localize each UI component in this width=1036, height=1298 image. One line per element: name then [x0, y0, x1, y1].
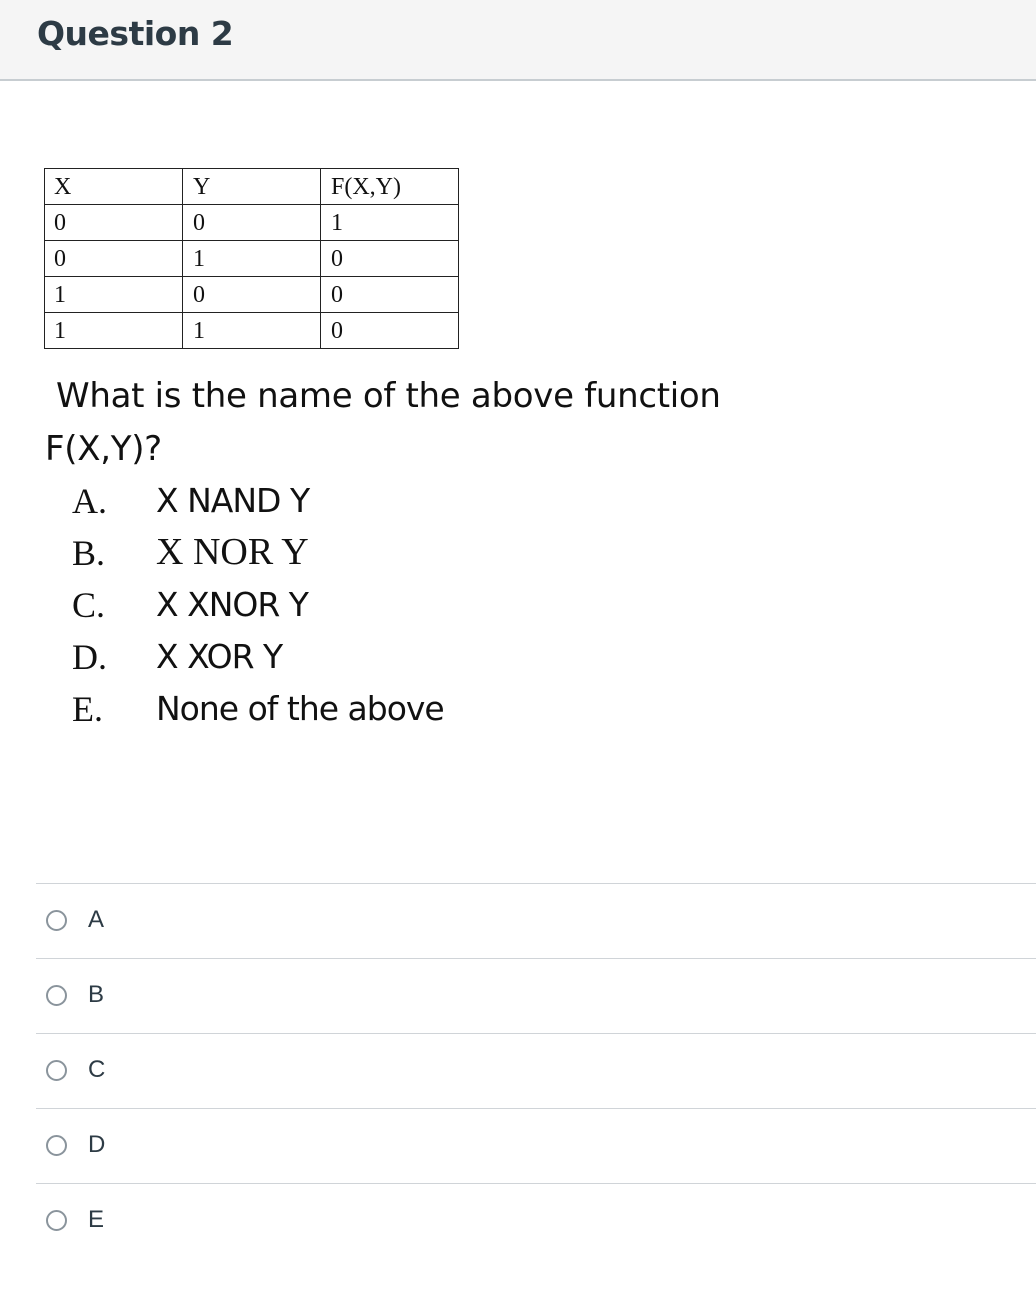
choice-letter: C. [72, 585, 106, 625]
question-header [0, 0, 1036, 81]
choice-text: X XOR Y [156, 637, 283, 676]
question-text-line-2: F(X,Y)? [45, 429, 162, 469]
choice-letter: E. [72, 689, 103, 729]
truth-table-cell: 0 [45, 205, 183, 241]
answer-option-b[interactable] [36, 958, 1036, 1033]
answer-option-a[interactable] [36, 883, 1036, 958]
answer-option-d[interactable] [36, 1108, 1036, 1183]
truth-table-cell: 1 [45, 277, 183, 313]
answer-label[interactable]: E [88, 1206, 105, 1233]
answer-option-e[interactable] [36, 1183, 1036, 1258]
truth-table-cell: 1 [321, 205, 459, 241]
radio-button[interactable] [46, 1060, 67, 1081]
answer-label[interactable]: D [88, 1131, 106, 1158]
choice-text: None of the above [156, 689, 444, 728]
choice-letter: D. [72, 637, 107, 677]
choice-letter: B. [72, 533, 106, 573]
truth-table [44, 168, 459, 349]
truth-table-row [45, 313, 459, 349]
radio-button[interactable] [46, 1135, 67, 1156]
truth-table-header-y: Y [183, 169, 321, 205]
answer-label[interactable]: B [88, 981, 105, 1008]
truth-table-cell: 0 [183, 277, 321, 313]
question-text-line-1: What is the name of the above function [56, 376, 721, 416]
truth-table-cell: 0 [183, 205, 321, 241]
truth-table-cell: 0 [321, 241, 459, 277]
answer-label[interactable]: A [88, 906, 105, 933]
truth-table-row [45, 205, 459, 241]
choice-text: X XNOR Y [156, 585, 308, 624]
truth-table-header-x: X [45, 169, 183, 205]
radio-button[interactable] [46, 985, 67, 1006]
truth-table-cell: 0 [321, 313, 459, 349]
truth-table-header-f: F(X,Y) [321, 169, 459, 205]
truth-table-row [45, 241, 459, 277]
truth-table-cell: 0 [321, 277, 459, 313]
radio-button[interactable] [46, 1210, 67, 1231]
answer-options [36, 883, 1036, 1258]
choice-text: X NOR Y [156, 531, 309, 573]
choice-letter: A. [72, 481, 107, 521]
question-title: Question 2 [37, 14, 234, 53]
truth-table-row [45, 277, 459, 313]
answer-option-c[interactable] [36, 1033, 1036, 1108]
truth-table-cell: 0 [45, 241, 183, 277]
truth-table-cell: 1 [183, 241, 321, 277]
answer-label[interactable]: C [88, 1056, 106, 1083]
truth-table-cell: 1 [45, 313, 183, 349]
choice-text: X NAND Y [156, 481, 310, 520]
radio-button[interactable] [46, 910, 67, 931]
truth-table-header-row [45, 169, 459, 205]
truth-table-cell: 1 [183, 313, 321, 349]
